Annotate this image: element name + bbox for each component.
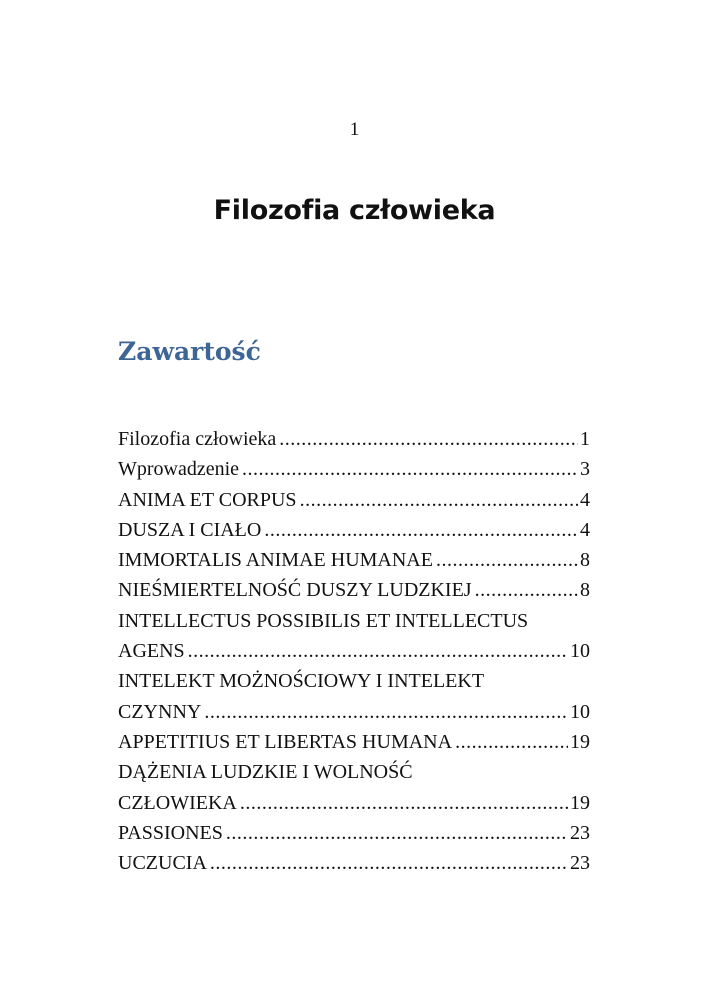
toc-row <box>118 454 590 484</box>
toc-entry-page: 10 <box>570 700 590 723</box>
toc-dot-leader <box>455 727 568 757</box>
toc-row <box>118 485 590 515</box>
toc-entry-label: CZYNNY <box>118 700 202 723</box>
toc-entry-intelekt-moznosciowy[interactable] <box>118 666 590 727</box>
toc-entry-filozofia-czlowieka[interactable] <box>118 424 590 454</box>
toc-entry-page: 23 <box>570 852 590 875</box>
toc-dot-leader <box>279 424 578 454</box>
toc-heading: Zawartość <box>118 337 261 366</box>
toc-dot-leader <box>210 848 568 878</box>
toc-entry-niesmiertelnosc-duszy-ludzkiej[interactable] <box>118 575 590 605</box>
toc-row <box>118 424 590 454</box>
toc-entry-page: 10 <box>570 640 590 663</box>
toc-entry-uczucia[interactable] <box>118 848 590 878</box>
toc-entry-page: 23 <box>570 821 590 844</box>
toc-entry-wprowadzenie[interactable] <box>118 454 590 484</box>
toc-entry-immortalis-animae-humanae[interactable] <box>118 545 590 575</box>
toc-dot-leader <box>204 697 568 727</box>
table-of-contents <box>118 424 590 878</box>
toc-dot-leader <box>242 454 578 484</box>
toc-row <box>118 848 590 878</box>
toc-entry-label: IMMORTALIS ANIMAE HUMANAE <box>118 549 433 572</box>
toc-entry-dazenia-ludzkie[interactable] <box>118 757 590 818</box>
toc-entry-label-line1: INTELLECTUS POSSIBILIS ET INTELLECTUS <box>118 609 529 632</box>
toc-entry-label: UCZUCIA <box>118 852 207 875</box>
toc-entry-label: AGENS <box>118 640 185 663</box>
toc-entry-passiones[interactable] <box>118 818 590 848</box>
document-title: Filozofia człowieka <box>213 195 496 226</box>
toc-row <box>118 818 590 848</box>
toc-entry-page: 1 <box>580 428 590 450</box>
toc-dot-leader <box>188 636 568 666</box>
toc-entry-label: ANIMA ET CORPUS <box>118 488 297 511</box>
toc-entry-label: DUSZA I CIAŁO <box>118 518 262 541</box>
toc-entry-label: APPETITIUS ET LIBERTAS HUMANA <box>118 730 453 753</box>
toc-entry-label-line1: DĄŻENIA LUDZKIE I WOLNOŚĆ <box>118 761 413 784</box>
toc-row <box>118 788 590 818</box>
toc-row <box>118 727 590 757</box>
toc-row <box>118 697 590 727</box>
toc-entry-anima-et-corpus[interactable] <box>118 485 590 515</box>
toc-entry-label-line1: INTELEKT MOŻNOŚCIOWY I INTELEKT <box>118 670 485 693</box>
toc-entry-label: CZŁOWIEKA <box>118 791 237 814</box>
toc-dot-leader <box>436 545 578 575</box>
toc-entry-page: 19 <box>570 730 590 753</box>
toc-entry-label: Wprowadzenie <box>118 458 240 481</box>
toc-dot-leader <box>264 515 578 545</box>
toc-row <box>118 545 590 575</box>
toc-entry-page: 8 <box>580 549 590 572</box>
toc-row <box>118 575 590 605</box>
toc-dot-leader <box>226 818 568 848</box>
toc-entry-dusza-i-cialo[interactable] <box>118 515 590 545</box>
toc-entry-label: Filozofia człowieka <box>118 428 277 450</box>
toc-entry-label: NIEŚMIERTELNOŚĆ DUSZY LUDZKIEJ <box>118 579 472 602</box>
toc-dot-leader <box>300 485 578 515</box>
toc-entry-label: PASSIONES <box>118 821 223 844</box>
toc-dot-leader <box>240 788 568 818</box>
toc-row <box>118 515 590 545</box>
toc-dot-leader <box>475 575 578 605</box>
toc-row <box>118 636 590 666</box>
toc-entry-page: 4 <box>580 518 590 541</box>
toc-entry-intellectus-possibilis[interactable] <box>118 606 590 667</box>
toc-entry-page: 3 <box>580 458 590 481</box>
toc-entry-page: 8 <box>580 579 590 602</box>
toc-entry-page: 19 <box>570 791 590 814</box>
toc-entry-appetitius-et-libertas-humana[interactable] <box>118 727 590 757</box>
toc-entry-page: 4 <box>580 488 590 511</box>
page-number: 1 <box>349 119 360 140</box>
